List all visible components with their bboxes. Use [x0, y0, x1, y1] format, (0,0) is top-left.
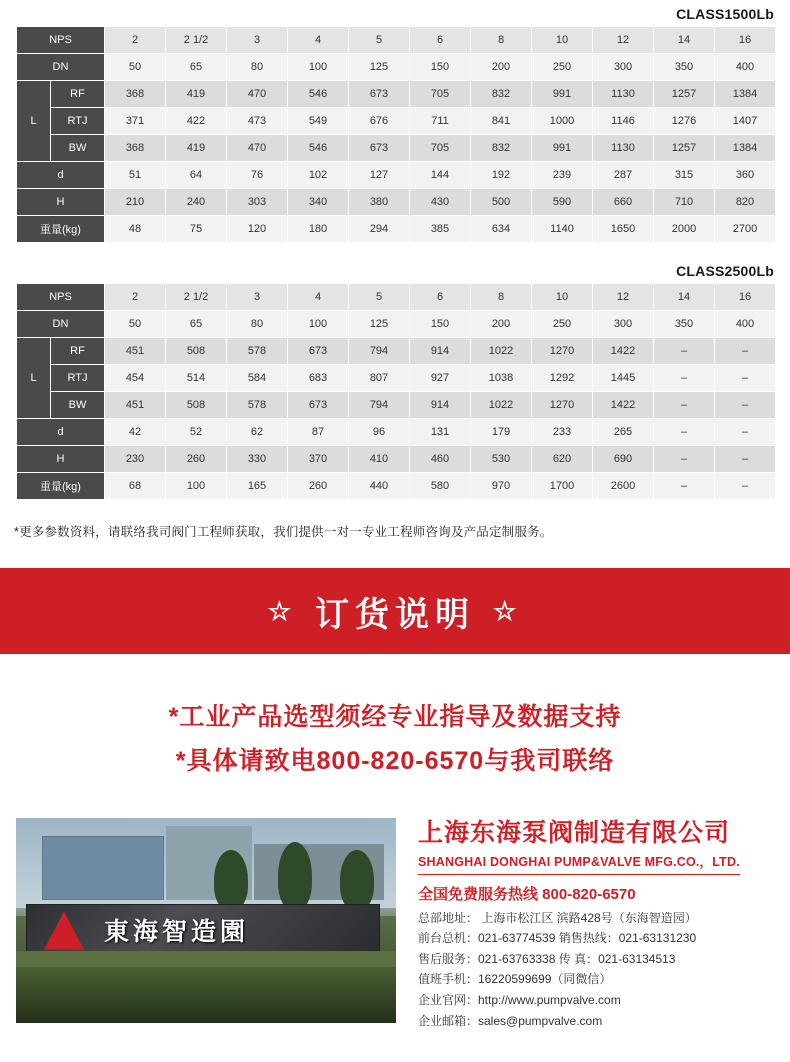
cell: 690 [593, 446, 654, 473]
cell: 5 [349, 284, 410, 311]
cell: 287 [593, 162, 654, 189]
cell: – [715, 365, 776, 392]
cell: 50 [105, 54, 166, 81]
cell: 673 [349, 135, 410, 162]
contact-email: 企业邮箱：sales@pumpvalve.com [418, 1013, 603, 1028]
row-label: 重量(kg) [17, 216, 105, 243]
cell: 440 [349, 473, 410, 500]
cell: 3 [227, 27, 288, 54]
spec-table-2500 [16, 283, 776, 500]
cell: 673 [349, 81, 410, 108]
cell: 233 [532, 419, 593, 446]
cell: 368 [105, 135, 166, 162]
cell: 50 [105, 311, 166, 338]
cell: 68 [105, 473, 166, 500]
cell: 422 [166, 108, 227, 135]
cell: 3 [227, 284, 288, 311]
cell: 794 [349, 338, 410, 365]
table-row [17, 419, 776, 446]
cell: 96 [349, 419, 410, 446]
row-group-label-L: L [17, 81, 51, 162]
contact-phone: 前台总机：021-63774539 销售热线：021-63131230 [418, 931, 697, 946]
cell: 350 [654, 311, 715, 338]
cell: 125 [349, 311, 410, 338]
table-row [17, 189, 776, 216]
cell: 51 [105, 162, 166, 189]
cell: 6 [410, 27, 471, 54]
cell: 991 [532, 81, 593, 108]
hotline: 全国免费服务热线 800-820-6570 [418, 885, 636, 903]
row-label: 重量(kg) [17, 473, 105, 500]
contact-website: 企业官网：http://www.pumpvalve.com [418, 993, 621, 1007]
cell: 710 [654, 189, 715, 216]
cell: 80 [227, 54, 288, 81]
table-row [17, 392, 776, 419]
cell: 385 [410, 216, 471, 243]
cell: 1700 [532, 473, 593, 500]
cell: – [654, 473, 715, 500]
cell: 300 [593, 311, 654, 338]
cell: 508 [166, 338, 227, 365]
cell: 807 [349, 365, 410, 392]
cell: 584 [227, 365, 288, 392]
factory-photo [16, 818, 396, 1023]
cell: 150 [410, 311, 471, 338]
cell: 144 [410, 162, 471, 189]
cell: 914 [410, 338, 471, 365]
table-row [17, 108, 776, 135]
cell: 578 [227, 392, 288, 419]
cell: 14 [654, 27, 715, 54]
cell: 705 [410, 135, 471, 162]
cell: 454 [105, 365, 166, 392]
row-label: d [17, 419, 105, 446]
cell: 1146 [593, 108, 654, 135]
spec-table-1500 [16, 26, 776, 243]
row-sublabel: RF [51, 338, 105, 365]
cell: 179 [471, 419, 532, 446]
cell: 303 [227, 189, 288, 216]
contact-address: 总部地址： 上海市松江区 滨路428号（东海智造园） [418, 910, 697, 925]
cell: 451 [105, 392, 166, 419]
cell: 2 1/2 [166, 284, 227, 311]
table-row [17, 473, 776, 500]
table-row [17, 81, 776, 108]
cell: 260 [166, 446, 227, 473]
cell: 250 [532, 311, 593, 338]
row-label: H [17, 189, 105, 216]
cell: – [654, 446, 715, 473]
cell: 16 [715, 284, 776, 311]
cell: 14 [654, 284, 715, 311]
table-row [17, 284, 776, 311]
star-left-icon: ☆ [267, 596, 297, 626]
cell: 52 [166, 419, 227, 446]
cell: 300 [593, 54, 654, 81]
cell: 370 [288, 446, 349, 473]
cell: 368 [105, 81, 166, 108]
table-row [17, 27, 776, 54]
cell: 16 [715, 27, 776, 54]
cell: 1270 [532, 392, 593, 419]
cell: 6 [410, 284, 471, 311]
row-label: DN [17, 54, 105, 81]
star-right-icon: ☆ [493, 596, 523, 626]
photo-tree [278, 842, 312, 910]
cell: 676 [349, 108, 410, 135]
cell: 5 [349, 27, 410, 54]
cell: 330 [227, 446, 288, 473]
cell: 590 [532, 189, 593, 216]
cell: 1270 [532, 338, 593, 365]
cell: 660 [593, 189, 654, 216]
cell: 2600 [593, 473, 654, 500]
cell: 100 [288, 54, 349, 81]
table-row [17, 162, 776, 189]
cell: 970 [471, 473, 532, 500]
cell: 260 [288, 473, 349, 500]
photo-hedge [16, 967, 396, 1023]
spec-table-block-2500 [0, 243, 790, 500]
cell: 711 [410, 108, 471, 135]
cell: 1257 [654, 81, 715, 108]
cell: 2 1/2 [166, 27, 227, 54]
cell: 2700 [715, 216, 776, 243]
cell: 1140 [532, 216, 593, 243]
cell: 62 [227, 419, 288, 446]
cell: 180 [288, 216, 349, 243]
cell: 578 [227, 338, 288, 365]
cell: 42 [105, 419, 166, 446]
cell: – [715, 473, 776, 500]
contact-mobile: 值班手机：16220599699（同微信） [418, 972, 612, 987]
footer [0, 800, 790, 1032]
cell: 64 [166, 162, 227, 189]
cell: 192 [471, 162, 532, 189]
row-label: NPS [17, 27, 105, 54]
headline-1: *工业产品选型须经专业指导及数据支持 [168, 703, 622, 731]
cell: 200 [471, 54, 532, 81]
cell: 673 [288, 338, 349, 365]
table-row [17, 54, 776, 81]
cell: 673 [288, 392, 349, 419]
cell: 100 [166, 473, 227, 500]
photo-tree [340, 850, 374, 910]
cell: 832 [471, 135, 532, 162]
cell: 65 [166, 311, 227, 338]
cell: 914 [410, 392, 471, 419]
cell: 240 [166, 189, 227, 216]
cell: 12 [593, 27, 654, 54]
cell: 12 [593, 284, 654, 311]
cell: 76 [227, 162, 288, 189]
cell: 120 [227, 216, 288, 243]
cell: 1130 [593, 81, 654, 108]
cell: 8 [471, 27, 532, 54]
company-name-cn: 上海东海泵阀制造有限公司 [418, 818, 731, 847]
cell: 1038 [471, 365, 532, 392]
cell: 419 [166, 135, 227, 162]
row-sublabel: BW [51, 135, 105, 162]
cell: 150 [410, 54, 471, 81]
order-instructions-banner [0, 568, 790, 654]
table-row [17, 311, 776, 338]
cell: 294 [349, 216, 410, 243]
row-sublabel: RTJ [51, 108, 105, 135]
cell: 470 [227, 81, 288, 108]
cell: 1000 [532, 108, 593, 135]
cell: 634 [471, 216, 532, 243]
cell: 2000 [654, 216, 715, 243]
cell: 4 [288, 284, 349, 311]
cell: 1292 [532, 365, 593, 392]
footnote: *更多参数资料，请联络我司阀门工程师获取，我们提供一对一专业工程师咨询及产品定制服务。 [14, 525, 553, 539]
cell: 400 [715, 54, 776, 81]
cell: 580 [410, 473, 471, 500]
row-sublabel: RTJ [51, 365, 105, 392]
table-row [17, 446, 776, 473]
cell: 451 [105, 338, 166, 365]
cell: 473 [227, 108, 288, 135]
cell: 165 [227, 473, 288, 500]
cell: 10 [532, 284, 593, 311]
cell: 230 [105, 446, 166, 473]
photo-building-a [42, 836, 164, 900]
photo-tree [214, 850, 248, 910]
cell: 1445 [593, 365, 654, 392]
cell: – [654, 338, 715, 365]
table-row [17, 135, 776, 162]
cell: 75 [166, 216, 227, 243]
row-sublabel: BW [51, 392, 105, 419]
cell: 65 [166, 54, 227, 81]
cell: 705 [410, 81, 471, 108]
cell: – [715, 419, 776, 446]
cell: 10 [532, 27, 593, 54]
cell: – [654, 365, 715, 392]
cell: 549 [288, 108, 349, 135]
cell: 371 [105, 108, 166, 135]
banner-content [268, 587, 523, 636]
cell: 530 [471, 446, 532, 473]
cell: 1422 [593, 392, 654, 419]
contact-service: 售后服务：021-63763338 传 真：021-63134513 [418, 951, 676, 966]
cell: 820 [715, 189, 776, 216]
row-group-label-L: L [17, 338, 51, 419]
cell: – [654, 419, 715, 446]
cell: 794 [349, 392, 410, 419]
class-title-1500: CLASS1500Lb [676, 6, 774, 22]
cell: 340 [288, 189, 349, 216]
cell: 1022 [471, 392, 532, 419]
headline-block [0, 654, 790, 800]
company-info [396, 818, 774, 1032]
cell: 200 [471, 311, 532, 338]
cell: 1276 [654, 108, 715, 135]
cell: 1130 [593, 135, 654, 162]
row-sublabel: RF [51, 81, 105, 108]
cell: 1407 [715, 108, 776, 135]
cell: 419 [166, 81, 227, 108]
cell: 380 [349, 189, 410, 216]
cell: 265 [593, 419, 654, 446]
cell: 131 [410, 419, 471, 446]
row-label: H [17, 446, 105, 473]
cell: 102 [288, 162, 349, 189]
cell: 8 [471, 284, 532, 311]
cell: 620 [532, 446, 593, 473]
cell: 210 [105, 189, 166, 216]
cell: 48 [105, 216, 166, 243]
cell: 927 [410, 365, 471, 392]
cell: 127 [349, 162, 410, 189]
photo-lawn [16, 951, 396, 967]
row-label: NPS [17, 284, 105, 311]
cell: 1384 [715, 81, 776, 108]
cell: 430 [410, 189, 471, 216]
banner-title: 订货说明 [315, 595, 475, 634]
cell: 991 [532, 135, 593, 162]
cell: 508 [166, 392, 227, 419]
cell: 100 [288, 311, 349, 338]
cell: 500 [471, 189, 532, 216]
cell: 80 [227, 311, 288, 338]
row-label: DN [17, 311, 105, 338]
cell: – [715, 338, 776, 365]
cell: 546 [288, 135, 349, 162]
cell: 2 [105, 284, 166, 311]
cell: 514 [166, 365, 227, 392]
table-row [17, 338, 776, 365]
cell: 239 [532, 162, 593, 189]
cell: 350 [654, 54, 715, 81]
cell: 410 [349, 446, 410, 473]
stone-sign-text: 東海智造園 [104, 917, 250, 946]
company-name-en: SHANGHAI DONGHAI PUMP&VALVE MFG.CO.，LTD. [418, 848, 740, 875]
cell: 1422 [593, 338, 654, 365]
class-title-2500: CLASS2500Lb [676, 263, 774, 279]
cell: – [654, 392, 715, 419]
cell: 1257 [654, 135, 715, 162]
cell: 683 [288, 365, 349, 392]
cell: 400 [715, 311, 776, 338]
headline-2: *具体请致电800-820-6570与我司联络 [175, 746, 615, 775]
cell: 460 [410, 446, 471, 473]
cell: 841 [471, 108, 532, 135]
table-row [17, 365, 776, 392]
cell: 315 [654, 162, 715, 189]
cell: 125 [349, 54, 410, 81]
cell: 360 [715, 162, 776, 189]
table-row [17, 216, 776, 243]
spec-table-block-1500 [0, 0, 790, 243]
cell: 470 [227, 135, 288, 162]
cell: 1384 [715, 135, 776, 162]
cell: 4 [288, 27, 349, 54]
cell: 832 [471, 81, 532, 108]
cell: 250 [532, 54, 593, 81]
cell: 1650 [593, 216, 654, 243]
cell: 1022 [471, 338, 532, 365]
cell: 546 [288, 81, 349, 108]
cell: 2 [105, 27, 166, 54]
cell: – [715, 446, 776, 473]
cell: – [715, 392, 776, 419]
cell: 87 [288, 419, 349, 446]
row-label: d [17, 162, 105, 189]
